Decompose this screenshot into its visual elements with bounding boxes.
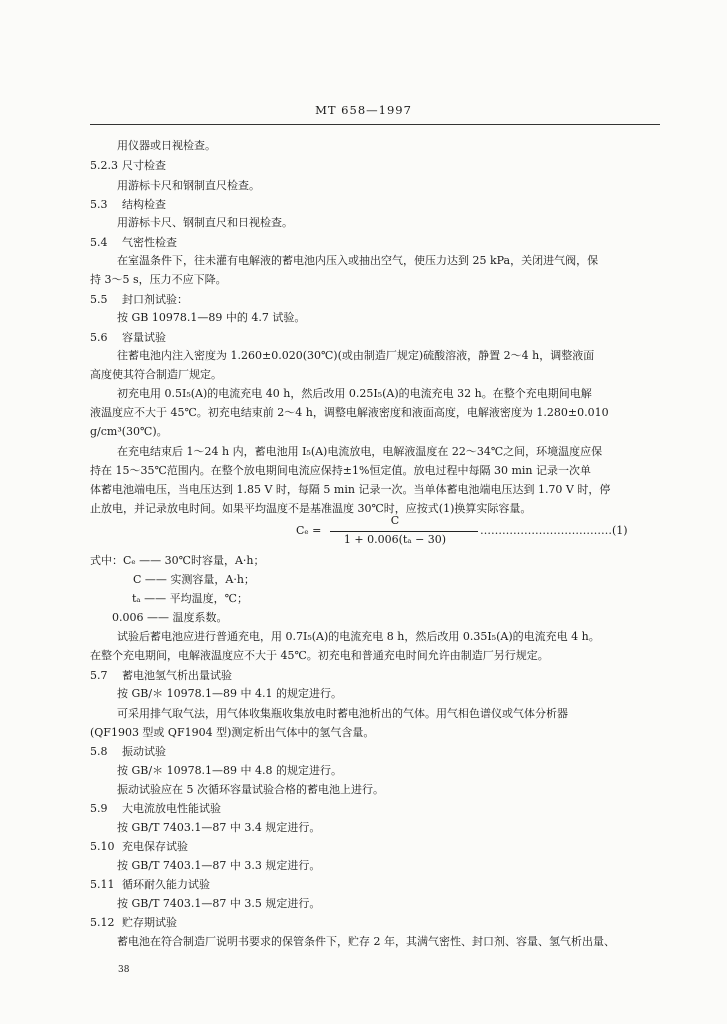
section-number: 5.7 [90, 669, 108, 682]
page-number: 38 [118, 965, 130, 975]
section-number: 5.11 [90, 878, 115, 891]
section-title: 容量试验 [122, 331, 166, 344]
section-title: 封口剂试验： [122, 293, 188, 306]
header-rule [90, 124, 660, 125]
text-line: 体蓄电池端电压，当电压达到 1.85 V 时，每隔 5 min 记录一次。当单体蓄电池端电压达到 1.70 V 时，停 [90, 483, 611, 496]
section-number: 5.10 [90, 840, 115, 853]
standard-header: MT 658—1997 [315, 103, 412, 117]
section-title: 振动试验 [122, 745, 166, 758]
where-line: C —— 实测容量，A·h； [133, 573, 255, 586]
formula-lhs: Cₑ = [296, 524, 322, 537]
text-line: 可采用排气取气法，用气体收集瓶收集放电时蓄电池析出的气体。用气相色谱仪或气体分析器 [117, 707, 568, 720]
text-line: 初充电用 0.5I₅(A)的电流充电 40 h，然后改用 0.25I₅(A)的电流充电 32 h。在整个充电期间电解 [117, 387, 592, 400]
text-line: 在整个充电期间，电解液温度应不大于 45℃。初充电和普通充电时间允许由制造厂另行规定。 [90, 649, 549, 662]
text-line: 试验后蓄电池应进行普通充电，用 0.7I₅(A)的电流充电 8 h，然后改用 0.35I₅(A)的电流充电 4 h。 [117, 630, 600, 643]
text-line: 按 GB/＊ 10978.1—89 中 4.8 的规定进行。 [117, 764, 343, 777]
text-line: 止放电，并记录放电时间。如果平均温度不是基准温度 30℃时，应按式(1)换算实际容量。 [90, 502, 532, 515]
section-number: 5.3 [90, 198, 108, 211]
text-line: 按 GB 10978.1—89 中的 4.7 试验。 [117, 311, 306, 324]
text-line: 持 3～5 s，压力不应下降。 [90, 273, 227, 286]
section-title: 贮存期试验 [122, 916, 177, 929]
section-number: 5.12 [90, 916, 115, 929]
text-line: 在室温条件下，往未灌有电解液的蓄电池内压入或抽出空气，使压力达到 25 kPa，关闭进气阀，保 [117, 254, 599, 267]
text-line: 用游标卡尺和钢制直尺检查。 [117, 179, 260, 192]
formula-numerator: C [390, 514, 400, 527]
section-title: 大电流放电性能试验 [122, 802, 221, 815]
section-number: 5.6 [90, 331, 108, 344]
text-line: 按 GB/T 7403.1—87 中 3.4 规定进行。 [117, 821, 321, 834]
text-line: 持在 15～35℃范围内。在整个放电期间电流应保持±1%恒定值。放电过程中每隔 30 min 记录一次单 [90, 464, 591, 477]
section-number: 5.2.3 [90, 159, 118, 172]
text-line: 在充电结束后 1～24 h 内，蓄电池用 I₅(A)电流放电，电解液温度在 22～34℃之间，环境温度应保 [117, 445, 603, 458]
section-number: 5.8 [90, 745, 108, 758]
section-number: 5.5 [90, 293, 108, 306]
text-line: 液温度应不大于 45℃。初充电结束前 2～4 h，调整电解液密度和液面高度，电解液密度为 1.280±0.010 [90, 406, 609, 419]
formula-denominator: 1 + 0.006(tₐ − 30) [343, 533, 447, 546]
where-line: 式中：Cₑ —— 30℃时容量，A·h； [90, 554, 265, 567]
text-line: 按 GB/T 7403.1—87 中 3.5 规定进行。 [117, 897, 321, 910]
text-line: 按 GB/＊ 10978.1—89 中 4.1 的规定进行。 [117, 687, 343, 700]
text-line: g/cm³(30℃)。 [90, 425, 168, 438]
fraction-bar [330, 531, 478, 532]
section-title: 充电保存试验 [122, 840, 188, 853]
section-title: 蓄电池氢气析出量试验 [122, 669, 232, 682]
text-line: 蓄电池在符合制造厂说明书要求的保管条件下，贮存 2 年，其满气密性、封口剂、容量、氢气析出量、 [117, 935, 615, 948]
section-number: 5.4 [90, 236, 108, 249]
text-line: 用游标卡尺、钢制直尺和日视检查。 [117, 216, 293, 229]
formula [310, 514, 480, 548]
formula-reference: ………………………………(1) [480, 524, 628, 537]
section-title: 循环耐久能力试验 [122, 878, 210, 891]
text-line: 按 GB/T 7403.1—87 中 3.3 规定进行。 [117, 859, 321, 872]
text-line: 振动试验应在 5 次循环容量试验合格的蓄电池上进行。 [117, 783, 384, 796]
text-line: 高度使其符合制造厂规定。 [90, 368, 222, 381]
section-title: 尺寸检查 [122, 159, 166, 172]
section-title: 气密性检查 [122, 236, 177, 249]
where-line: tₐ —— 平均温度，℃； [132, 592, 248, 605]
text-line: 用仪器或日视检查。 [117, 139, 216, 152]
text-line: (QF1903 型或 QF1904 型)测定析出气体中的氢气含量。 [90, 726, 375, 739]
section-number: 5.9 [90, 802, 108, 815]
where-line: 0.006 —— 温度系数。 [112, 611, 228, 624]
text-line: 往蓄电池内注入密度为 1.260±0.020(30℃)(或由制造厂规定)硫酸溶液，静置 2～4 h，调整液面 [117, 349, 595, 362]
section-title: 结构检查 [122, 198, 166, 211]
